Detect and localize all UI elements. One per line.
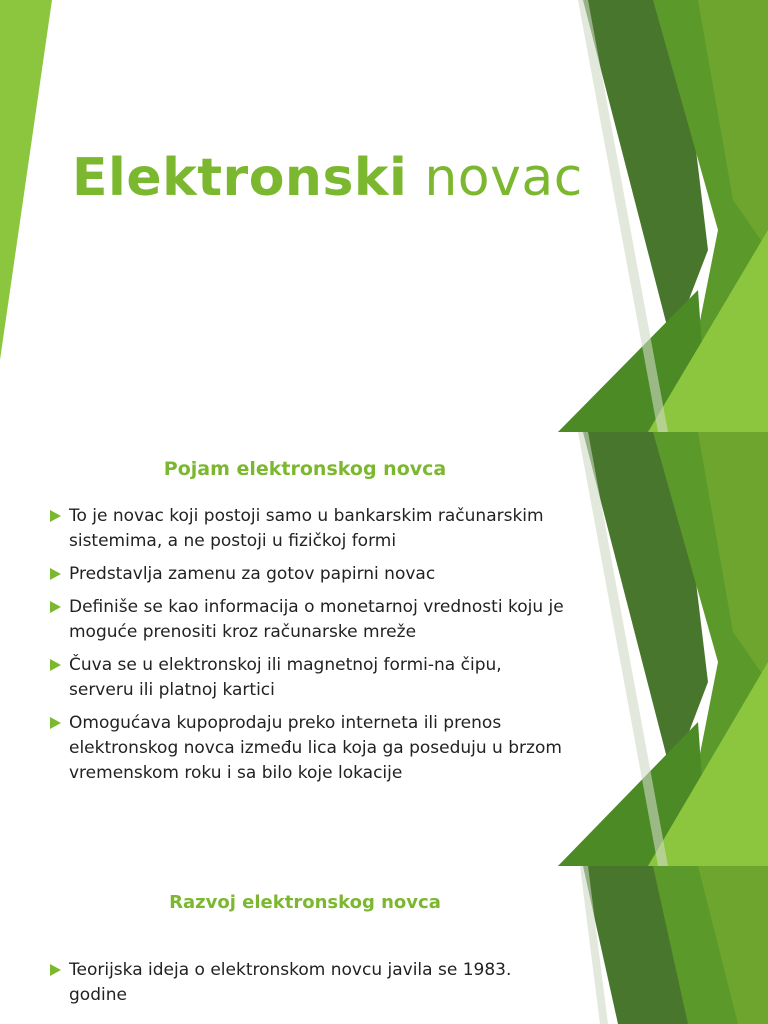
bullet-text: Definiše se kao informacija o monetarnoj vrednosti koju je moguće prenositi kroz računarske mreže xyxy=(69,597,564,642)
right-green-decoration xyxy=(558,0,768,432)
right-green-decoration xyxy=(558,432,768,866)
bullet-text: To je novac koji postoji samo u bankarskim računarskim sistemima, a ne postoji u fizičkoj formi xyxy=(69,506,544,551)
bullet-list xyxy=(48,958,568,1016)
title-slide xyxy=(0,0,768,432)
right-green-decoration xyxy=(558,866,768,1024)
slide-title xyxy=(72,148,583,208)
play-triangle-icon xyxy=(50,717,61,729)
list-item xyxy=(48,711,568,786)
list-item xyxy=(48,653,568,703)
list-item xyxy=(48,595,568,645)
slide-heading: Razvoj elektronskog novca xyxy=(169,892,441,913)
list-item xyxy=(48,562,568,587)
content-slide-definition xyxy=(0,432,768,866)
title-light-part: novac xyxy=(424,148,583,208)
bullet-text: Predstavlja zamenu za gotov papirni novac xyxy=(69,564,436,584)
play-triangle-icon xyxy=(50,964,61,976)
bullet-list xyxy=(48,504,568,794)
bullet-text: Čuva se u elektronskoj ili magnetnoj formi-na čipu, serveru ili platnoj kartici xyxy=(69,655,502,700)
play-triangle-icon xyxy=(50,568,61,580)
play-triangle-icon xyxy=(50,510,61,522)
bullet-text: Teorijska ideja o elektronskom novcu javila se 1983. godine xyxy=(69,960,512,1005)
bullet-text: Omogućava kupoprodaju preko interneta ili prenos elektronskog novca između lica koja ga poseduju u brzom vremenskom roku i sa bilo koje lokacije xyxy=(69,713,562,783)
title-bold-part: Elektronski xyxy=(72,148,408,208)
play-triangle-icon xyxy=(50,601,61,613)
list-item xyxy=(48,504,568,554)
slide-heading: Pojam elektronskog novca xyxy=(163,458,447,480)
content-slide-development xyxy=(0,866,768,1024)
play-triangle-icon xyxy=(50,659,61,671)
left-green-stripe xyxy=(0,0,60,432)
list-item xyxy=(48,958,568,1008)
